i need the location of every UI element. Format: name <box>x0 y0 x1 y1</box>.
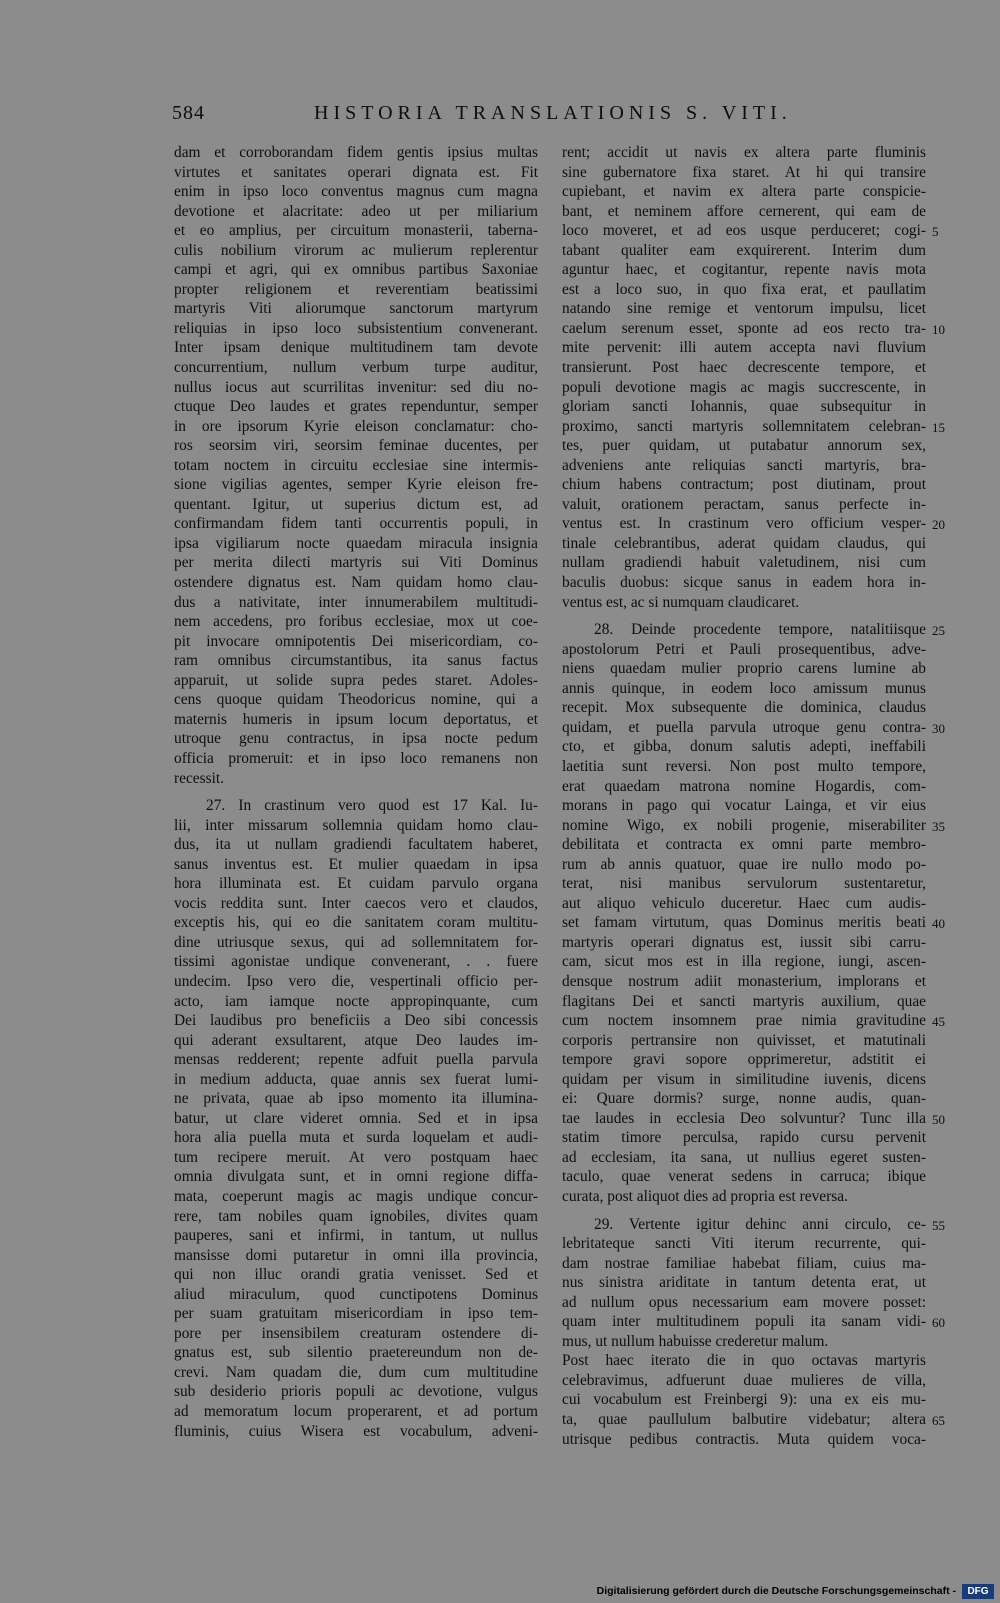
text-line: cens quoque quidam Theodoricus nomine, qui a <box>174 691 538 709</box>
text-line: quam inter multitudinem populi ita sanam vidi- <box>562 1313 926 1331</box>
line-number: 55 <box>932 1217 945 1233</box>
line-number: 15 <box>932 419 945 435</box>
text-line: ei: Quare dormis? surge, nonne audis, quan- <box>562 1090 926 1108</box>
text-line: ad memoratum locum properarent, et ad portum <box>174 1403 538 1420</box>
text-line: erat quaedam matrona nomine Hogardis, com- <box>562 777 926 795</box>
funding-credit: Digitalisierung gefördert durch die Deutsche Forschungsgemeinschaft - <box>596 1585 956 1597</box>
text-line: utrisque pedibus contractis. Muta quidem voca- <box>562 1430 926 1448</box>
text-line: et eo amplius, per circuitum monasterii, taberna- <box>174 222 538 240</box>
text-line: dam nostrae familiae habebat filiam, cuius ma- <box>562 1254 926 1272</box>
line-number: 45 <box>932 1014 945 1030</box>
line-number: 25 <box>932 623 945 639</box>
text-line: tinale celebrantibus, aderat quidam claudus, qui <box>562 534 926 552</box>
text-line: officia promeruit: et in ipso loco remanens non <box>174 749 538 767</box>
text-line: ram omnibus circumstantibus, ita sanus factus <box>174 652 538 670</box>
text-line: aguntur haec, et cogitantur, repente navis mota <box>562 261 926 279</box>
paragraph-gap <box>562 1207 926 1215</box>
text-line: dus a nativitate, inter innumerabilem multitudi- <box>174 593 538 611</box>
text-line: nullus iocus aut scurrilitas invenitur: sed diu no- <box>174 378 538 396</box>
text-line: quidam, et puella parvula utroque genu contra- <box>562 718 926 736</box>
line-number: 5 <box>932 224 939 240</box>
text-line: pauperes, sani et infirmi, in tantum, ut nullus <box>174 1227 538 1245</box>
text-line: tes, puer quidam, ut putabatur annorum sex, <box>562 437 926 455</box>
text-line: recepit. Mox subsequente die dominica, claudus <box>562 699 926 717</box>
text-line: nus sinistra ariditate in tantum detenta erat, ut <box>562 1274 926 1292</box>
text-line: nullam gradiendi habuit valetudinem, nisi cum <box>562 554 926 572</box>
text-line: apparuit, ut solide supra pedes staret. Adoles- <box>174 671 538 689</box>
text-line: taculo, quae venerat sedens in carruca; ibique <box>562 1168 926 1186</box>
text-line: chium habens contractum; post diutinam, prout <box>562 476 926 494</box>
text-line: corporis pertransire non quivisset, et matutinali <box>562 1031 926 1049</box>
text-line: aliud miraculum, quod cunctipotens Dominus <box>174 1285 538 1303</box>
text-line: maternis humeris in ipsum locum deportatus, et <box>174 710 538 728</box>
paragraph-gap <box>174 788 538 796</box>
text-line: annis quinque, in eodem loco amissum munus <box>562 679 926 697</box>
text-line: mata, coeperunt magis ac magis undique concur- <box>174 1187 538 1205</box>
text-line: per merita dilecti martyris sui Viti Dominus <box>174 554 538 572</box>
text-line: ostendere dignatus est. Nam quidam homo clau- <box>174 574 538 592</box>
text-line: sub desiderio prioris populi ac devotione, vulgus <box>174 1383 538 1401</box>
page-number: 584 <box>172 102 205 124</box>
text-line: cui vocabulum est Freinbergi 9): una ex eis mu- <box>562 1391 926 1409</box>
line-number: 35 <box>932 818 945 834</box>
text-line: proximo, sancti martyris sollemnitatem celebran- <box>562 417 926 435</box>
text-line: flagitans Dei et sancti martyris auxilium, quae <box>562 992 926 1010</box>
text-line: crevi. Nam quadam die, dum cum multitudine <box>174 1363 538 1381</box>
text-line: 28. Deinde procedente tempore, natalitiisque <box>594 621 926 639</box>
text-line: lii, inter missarum sollemnia quidam homo clau- <box>174 816 538 834</box>
text-line: celebravimus, adfuerunt duae mulieres de villa, <box>562 1371 926 1389</box>
text-line: baculis duobus: sicque sanus in eadem hora in- <box>562 574 926 592</box>
text-line: reliquias in ipso loco subsistentium convenerant. <box>174 319 538 337</box>
text-line: mansisse domi putaretur in omni illa provincia, <box>174 1246 538 1264</box>
text-line: nomine Wigo, ex nobili progenie, miserabiliter <box>562 816 926 834</box>
text-line: totam noctem in circuitu ecclesiae sine intermis- <box>174 456 538 474</box>
text-line: terat, nisi manibus servulorum sustentaretur, <box>562 875 926 893</box>
running-title: HISTORIA TRANSLATIONIS S. VITI. <box>314 102 792 124</box>
text-line: omnia divulgata sunt, et in omni regione diffa- <box>174 1168 538 1186</box>
text-line: in ore ipsorum Kyrie eleison conclamatur: cho- <box>174 417 538 435</box>
text-line: ne privata, quae ab ipso momento ita illumina- <box>174 1090 538 1108</box>
text-line: ipsa vigiliarum nocte quaedam miracula insignia <box>174 534 538 552</box>
text-line: martyris operari dignatus est, iussit sibi carru- <box>562 933 926 951</box>
text-line: loco moveret, et ad eos usque perduceret; cogi- <box>562 222 926 240</box>
right-text-column <box>562 143 926 1449</box>
text-line: sione vigilias agentes, semper Kyrie eleison fre- <box>174 476 538 494</box>
text-line: in medium adducta, quae annis sex fuerat lumi- <box>174 1070 538 1088</box>
text-line: utroque genu contractus, in ipsa nocte pedum <box>174 730 538 748</box>
text-line: undecim. Ipso vero die, vespertinali officio per- <box>174 972 538 990</box>
text-line: tempore gravi sopore opprimeretur, adstitit ei <box>562 1051 926 1069</box>
text-line: mus, ut nullum habuisse crederetur malum. <box>562 1332 829 1350</box>
text-line: concurrentium, nullum verbum turpe auditur, <box>174 359 538 377</box>
text-line: ctuque Deo laudes et grates rependuntur, semper <box>174 398 538 416</box>
text-line: caelum serenum esset, sponte ad eos recto tra- <box>562 319 926 337</box>
text-line: Post haec iterato die in quo octavas martyris <box>562 1352 926 1370</box>
text-line: qui aderant exsultarent, atque Deo laudes im- <box>174 1031 538 1049</box>
text-line: natando sine remige et ventorum impulsu, licet <box>562 300 926 318</box>
text-line: batur, ut clare videret omnia. Sed et in ipsa <box>174 1109 538 1127</box>
text-line: transierunt. Post haec decrescente tempore, et <box>562 359 926 377</box>
text-line: enim in ipso loco conventus magnus cum magna <box>174 183 538 201</box>
text-line: quidam per visum in similitudine iuvenis, dicens <box>562 1070 926 1088</box>
text-line: ad ecclesiam, ita sana, ut nullius egeret susten- <box>562 1148 926 1166</box>
text-line: debilitata et contracta ex omni parte membro- <box>562 836 926 854</box>
text-line: ros seorsim viri, seorsim feminae ducentes, per <box>174 437 538 455</box>
footer-bar <box>0 1582 1000 1603</box>
text-line: niens quaedam mulier proprio carens lumine ab <box>562 660 926 678</box>
text-line: tae laudes in ecclesia Deo solvuntur? Tunc illa <box>562 1109 926 1127</box>
text-line: mensas redderent; repente adfuit puella parvula <box>174 1051 538 1069</box>
text-line: devotione et alacritate: adeo ut per miliarium <box>174 202 538 220</box>
text-line: apostolorum Petri et Pauli prosequentibus, adve- <box>562 640 926 658</box>
text-line: 29. Vertente igitur dehinc anni circulo, ce- <box>594 1215 926 1233</box>
text-line: set famam virtutum, quas Dominus meritis beati <box>562 914 926 932</box>
text-line: bant, et neminem affore cernerent, qui eam de <box>562 202 926 220</box>
text-line: ventus est, ac si numquam claudicaret. <box>562 593 800 611</box>
text-line: tabant qualiter eam exquirerent. Interim dum <box>562 241 926 259</box>
text-line: confirmandam fidem tanti occurrentis populi, in <box>174 515 538 533</box>
text-line: est a loco suo, in quo fixa erat, et paullatim <box>562 280 926 298</box>
text-line: campi et agri, qui ex omnibus partibus Saxoniae <box>174 261 538 279</box>
text-line: rere, tam nobiles quam ignobiles, divites quam <box>174 1207 538 1225</box>
text-line: exceptis his, qui eo die sanitatem coram multitu- <box>174 914 538 932</box>
text-line: nem accedens, pro foribus ecclesiae, mox ut coe- <box>174 613 538 631</box>
text-line: 27. In crastinum vero quod est 17 Kal. Iu- <box>206 797 538 815</box>
text-line: cupiebant, et navim ex altera parte conspicie- <box>562 183 926 201</box>
line-number: 40 <box>932 916 945 932</box>
text-line: qui non illuc orandi gratia venisset. Sed et <box>174 1266 538 1284</box>
text-line: gnatus est, sub silentio praetereundum non de- <box>174 1344 538 1362</box>
text-line: mite pervenit: illi autem accepta navi fluvium <box>562 339 926 357</box>
text-line: sanus inventus est. Et mulier quaedam in ipsa <box>174 855 538 873</box>
text-line: curata, post aliquot dies ad propria est reversa. <box>562 1187 848 1205</box>
text-line: cam, sicut mos est in illa regione, iungi, ascen- <box>562 953 926 971</box>
text-line: rent; accidit ut navis ex altera parte fluminis <box>562 144 926 161</box>
text-line: ta, quae paullulum balbutire videbatur; altera <box>562 1411 926 1428</box>
text-line: laetitia sunt reversi. Non post multo tempore, <box>562 757 926 775</box>
text-line: martyris Viti aliorumque sanctorum martyrum <box>174 300 538 318</box>
text-line: dam et corroborandam fidem gentis ipsius multas <box>174 144 538 161</box>
text-line: adveniens ante reliquias sancti martyris, bra- <box>562 456 926 474</box>
line-number: 60 <box>932 1315 945 1331</box>
dfg-logo: DFG <box>962 1584 994 1599</box>
text-line: ventus est. In crastinum vero officium vesper- <box>562 515 926 533</box>
text-line: densque nostrum adiit monasterium, implorans et <box>562 972 926 990</box>
text-line: dine utriusque sexus, qui ad sollemnitatem for- <box>174 933 538 951</box>
text-line: lebritateque sancti Viti iterum recurrente, qui- <box>562 1235 926 1253</box>
text-line: culis nobilium virorum ac mulierum replerentur <box>174 241 538 259</box>
text-line: populi devotione magis ac magis succrescente, in <box>562 378 926 396</box>
text-line: statim timore perculsa, rapido cursu pervenit <box>562 1129 926 1147</box>
text-line: hora alia puella muta et surda loquelam et audi- <box>174 1129 538 1147</box>
text-line: valuit, orationem peractam, sanus perfecte in- <box>562 495 926 513</box>
line-number: 30 <box>932 720 945 736</box>
text-line: sine gubernatore fixa staret. At hi qui transire <box>562 163 926 181</box>
text-line: fluminis, cuius Wisera est vocabulum, adveni- <box>174 1422 538 1440</box>
text-line: tissimi agonistae undique convenerant, . . fuere <box>174 953 538 971</box>
line-number: 20 <box>932 517 945 533</box>
text-line: hora illuminata est. Et cuidam parvulo organa <box>174 875 538 893</box>
text-line: dus, ita ut nullam gradiendi facultatem haberet, <box>174 836 538 854</box>
text-line: per suam gratuitam misericordiam in ipso tem- <box>174 1305 538 1323</box>
text-line: vocis reddita sunt. Inter caecos vero et claudos, <box>174 894 538 912</box>
line-number: 10 <box>932 321 945 337</box>
text-line: cto, et gibba, donum salutis adepti, ineffabili <box>562 738 926 756</box>
text-line: gloriam sancti Iohannis, quae subsequitur in <box>562 398 926 416</box>
text-line: morans in pago qui vocatur Lainga, et vir eius <box>562 797 926 815</box>
paragraph-gap <box>562 612 926 620</box>
left-text-column <box>174 143 538 1441</box>
text-line: acto, iam iamque nocte appropinquante, cum <box>174 992 538 1010</box>
text-line: quentant. Igitur, ut superius dictum est, ad <box>174 495 538 513</box>
line-number: 65 <box>932 1413 945 1428</box>
text-line: virtutes et sanitates operari dignata est. Fit <box>174 163 538 181</box>
text-line: ad nullum opus necessarium eam movere posset: <box>562 1293 926 1311</box>
page-header <box>172 102 942 130</box>
text-line: Dei laudibus pro beneficiis a Deo sibi concessis <box>174 1012 538 1030</box>
text-line: rum ab annis quatuor, quae ire nullo modo po- <box>562 855 926 873</box>
text-line: aut aliquo vehiculo duceretur. Haec cum audis- <box>562 894 926 912</box>
text-line: tum recipere meruit. At vero postquam haec <box>174 1148 538 1166</box>
text-line: Inter ipsam denique multitudinem tam devote <box>174 339 538 357</box>
text-line: pit invocare omnipotentis Dei misericordiam, co- <box>174 632 538 650</box>
text-line: pore per insensibilem creaturam ostendere di- <box>174 1324 538 1342</box>
text-line: propter religionem et reverentiam beatissimi <box>174 280 538 298</box>
text-line: cum noctem insomnem prae nimia gravitudine <box>562 1012 926 1030</box>
text-line: recessit. <box>174 769 224 787</box>
line-number: 50 <box>932 1111 945 1127</box>
